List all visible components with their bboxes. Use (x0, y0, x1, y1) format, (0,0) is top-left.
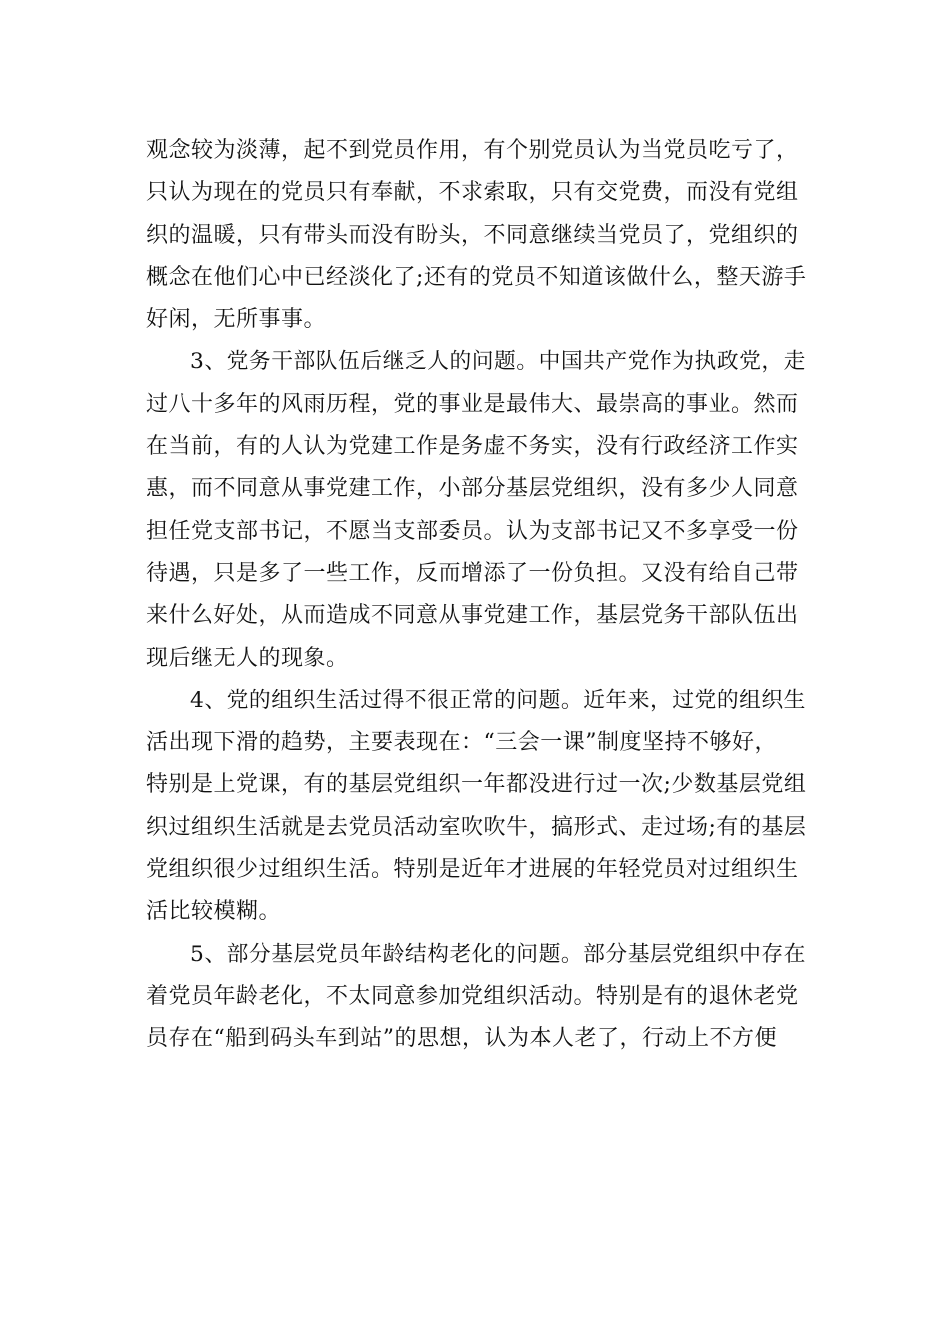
text-line: 概念在他们心中已经淡化了;还有的党员不知道该做什么，整天游手 (146, 264, 807, 290)
text-line: 担任党支部书记，不愿当支部委员。认为支部书记又不多享受一份 (146, 518, 799, 544)
text-line: 现后继无人的现象。 (146, 645, 349, 671)
text-line: 只认为现在的党员只有奉献，不求索取，只有交党费，而没有党组 (146, 180, 799, 206)
text-line: 织过组织生活就是去党员活动室吹吹牛，搞形式、走过场;有的基层 (146, 814, 807, 840)
text-line: 好闲，无所事事。 (146, 307, 327, 333)
paragraph-first-line: 3、党务干部队伍后继乏人的问题。中国共产党作为执政党，走 (190, 349, 806, 375)
text-line: 过八十多年的风雨历程，党的事业是最伟大、最崇高的事业。然而 (146, 391, 799, 417)
text-line: 待遇，只是多了一些工作，反而增添了一份负担。又没有给自己带 (146, 560, 799, 586)
text-line: 惠，而不同意从事党建工作，小部分基层党组织，没有多少人同意 (146, 476, 799, 502)
text-line: 在当前，有的人认为党建工作是务虚不务实，没有行政经济工作实 (146, 434, 799, 460)
text-line: 着党员年龄老化，不太同意参加党组织活动。特别是有的退休老党 (146, 983, 799, 1009)
text-line: 特别是上党课，有的基层党组织一年都没进行过一次;少数基层党组 (146, 772, 807, 798)
text-line: 来什么好处，从而造成不同意从事党建工作，基层党务干部队伍出 (146, 603, 799, 629)
paragraph-first-line: 4、党的组织生活过得不很正常的问题。近年来，过党的组织生 (190, 687, 806, 713)
text-line: 活出现下滑的趋势，主要表现在：“三会一课”制度坚持不够好， (146, 730, 777, 756)
text-line: 党组织很少过组织生活。特别是近年才进展的年轻党员对过组织生 (146, 857, 799, 883)
paragraph-first-line: 5、部分基层党员年龄结构老化的问题。部分基层党组织中存在 (190, 941, 806, 967)
text-line: 观念较为淡薄，起不到党员作用，有个别党员认为当党员吃亏了， (146, 138, 799, 163)
text-line: 织的温暖，只有带头而没有盼头，不同意继续当党员了，党组织的 (146, 222, 799, 248)
text-line: 员存在“船到码头车到站”的思想，认为本人老了，行动上不方便 (146, 1026, 777, 1052)
text-line: 活比较模糊。 (146, 899, 282, 925)
body-text (146, 130, 806, 1061)
